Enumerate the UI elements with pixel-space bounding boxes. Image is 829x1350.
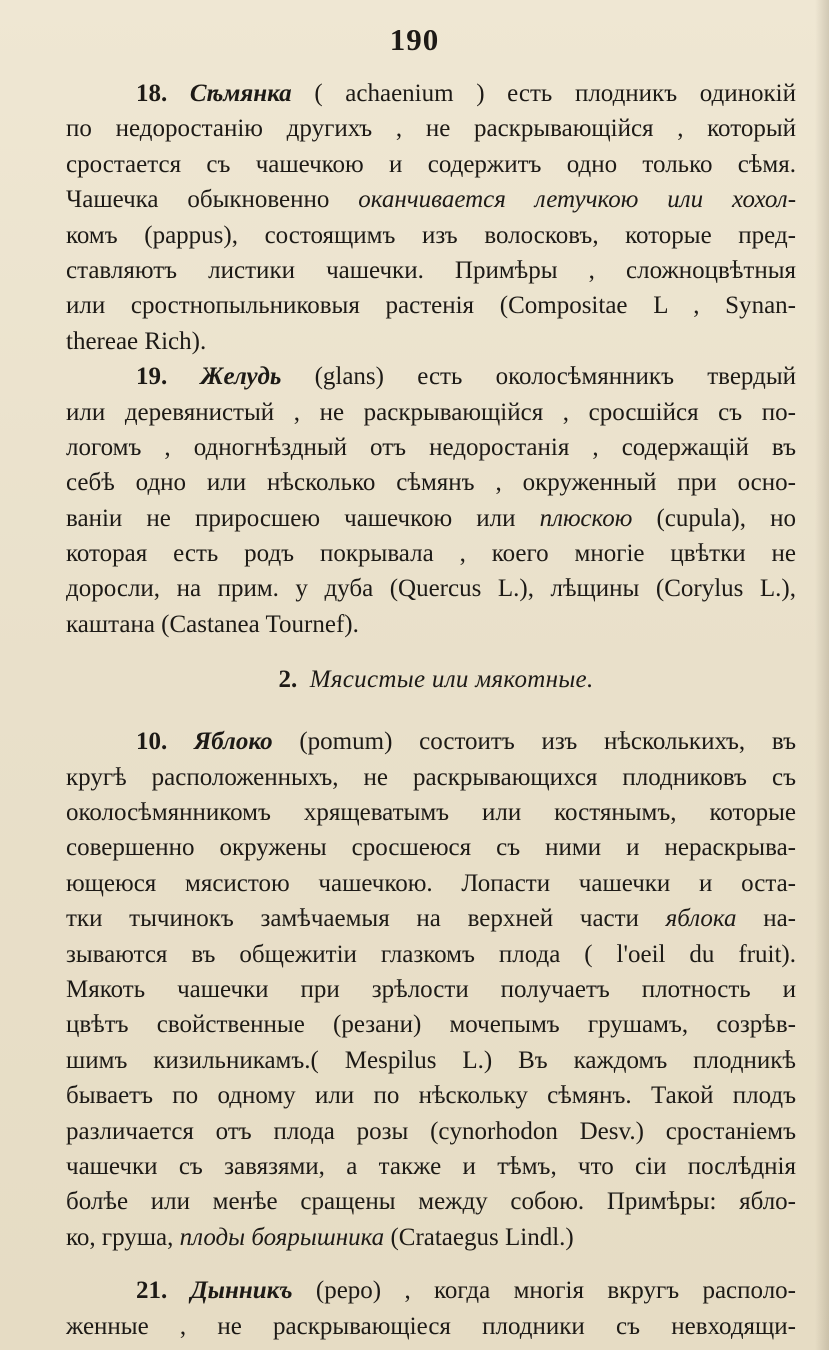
text-line	[66, 1220, 796, 1255]
text-line: каштана (Castanea Tournef).	[66, 610, 359, 638]
text-line	[66, 1273, 796, 1308]
text-span: (pepo) , когда многія вкругъ располо-	[315, 1277, 797, 1305]
text-line: зываются въ общежитіи глазкомъ плода ( l'oeil du fruit).	[66, 940, 796, 968]
text-line	[66, 501, 796, 536]
page-body	[66, 76, 796, 1344]
italic-span: плюскою	[539, 504, 633, 532]
text-line: женные , не раскрывающіеся плодники съ невходящи-	[66, 1312, 796, 1340]
text-line: кругѣ расположенныхъ, не раскрывающихся плодниковъ съ	[66, 763, 796, 791]
text-line: околосѣмянникомъ хрящеватымъ или костянымъ, которые	[66, 799, 796, 827]
page-edge-shadow	[815, 0, 829, 1350]
text-line: или деревянистый , не раскрывающійся , сросшійся съ по-	[66, 398, 796, 426]
text-span: ( achaenium ) есть плодникъ одинокій	[314, 80, 797, 107]
text-span: ваніи не приросшею чашечкою или	[66, 504, 516, 532]
italic-span: оканчивается летучкою или хохол-	[358, 186, 797, 214]
text-span: (glans) есть околосѣмянникъ твердый	[314, 363, 797, 391]
text-span: на-	[763, 905, 797, 933]
term: Дынникъ	[190, 1277, 293, 1305]
spacer	[66, 642, 796, 660]
text-line	[66, 724, 796, 759]
italic-span: плоды боярышника	[179, 1223, 385, 1251]
text-line: себѣ одно или нѣсколько сѣмянъ , окруженный при осно-	[66, 469, 796, 497]
text-span: (pomum) состоитъ изъ нѣсколькихъ, въ	[299, 728, 797, 756]
text-line: ющеюся мясистою чашечкою. Лопасти чашечки и оста-	[66, 869, 796, 897]
section-heading	[66, 660, 796, 700]
text-line	[66, 901, 796, 936]
paragraph-21	[66, 1273, 796, 1344]
page-number: 190	[389, 22, 440, 57]
text-line: логомъ , одногнѣздный отъ недоростанія , содержащій въ	[66, 433, 796, 461]
term: Желудь	[200, 363, 282, 391]
term: Яблоко	[193, 728, 273, 756]
paragraph-19	[66, 359, 796, 642]
paragraph-number: 19.	[136, 363, 168, 391]
text-line: или сростнопыльниковыя растенія (Compositae L , Synan-	[66, 292, 796, 320]
text-line: сростается съ чашечкою и содержитъ одно только сѣмя.	[66, 150, 796, 178]
text-line: цвѣтъ свойственные (резани) мочепымъ грушамъ, созрѣв-	[66, 1011, 796, 1039]
text-span: ко, груша,	[66, 1223, 174, 1251]
text-line	[66, 76, 796, 111]
text-line: совершенно окружены сросшеюся съ ними и нераскрыва-	[66, 834, 796, 862]
text-line: доросли, на прим. у дуба (Quercus L.), лѣщины (Corylus L.),	[66, 575, 796, 603]
text-line: бываетъ по одному или по нѣскольку сѣмянъ. Такой плодъ	[66, 1082, 796, 1110]
text-line: шимъ кизильникамъ.( Mespilus L.) Въ каждомъ плодникѣ	[66, 1046, 796, 1074]
text-line	[66, 182, 796, 217]
spacer	[66, 1255, 796, 1273]
text-line: thereae Rich).	[66, 327, 207, 355]
text-line: по недоростанію другихъ , не раскрывающійся , который	[66, 115, 796, 143]
text-line: которая есть родъ покрывала , коего многіе цвѣтки не	[66, 540, 796, 568]
paragraph-number: 10.	[136, 728, 168, 756]
text-span: Чашечка обыкновенно	[66, 186, 330, 214]
text-line: различается отъ плода розы (cynorhodon Desv.) сростаніемъ	[66, 1117, 796, 1145]
text-line: болѣе или менѣе сращены между собою. Примѣры: ябло-	[66, 1188, 796, 1216]
spacer	[66, 700, 796, 724]
paragraph-10	[66, 724, 796, 1255]
text-line: Мякоть чашечки при зрѣлости получаетъ плотность и	[66, 975, 796, 1003]
section-title: Мясистые или мякотные.	[309, 666, 594, 694]
text-line: чашечки съ завязями, а также и тѣмъ, что сіи послѣднія	[66, 1152, 796, 1180]
text-line	[66, 359, 796, 394]
paragraph-18	[66, 76, 796, 359]
section-number: 2.	[278, 666, 298, 694]
text-span: (Crataegus Lindl.)	[390, 1223, 574, 1251]
paragraph-number: 18.	[136, 80, 168, 107]
text-span: (cupula), но	[656, 504, 797, 532]
term: Сѣмянка	[189, 80, 292, 107]
italic-span: яблока	[665, 905, 737, 933]
text-line: ставляютъ листики чашечки. Примѣры , сложноцвѣтныя	[66, 256, 796, 284]
text-line: комъ (pappus), состоящимъ изъ волосковъ, которые пред-	[66, 221, 796, 249]
text-span: тки тычинокъ замѣчаемыя на верхней части	[66, 905, 639, 933]
paragraph-number: 21.	[136, 1277, 168, 1305]
